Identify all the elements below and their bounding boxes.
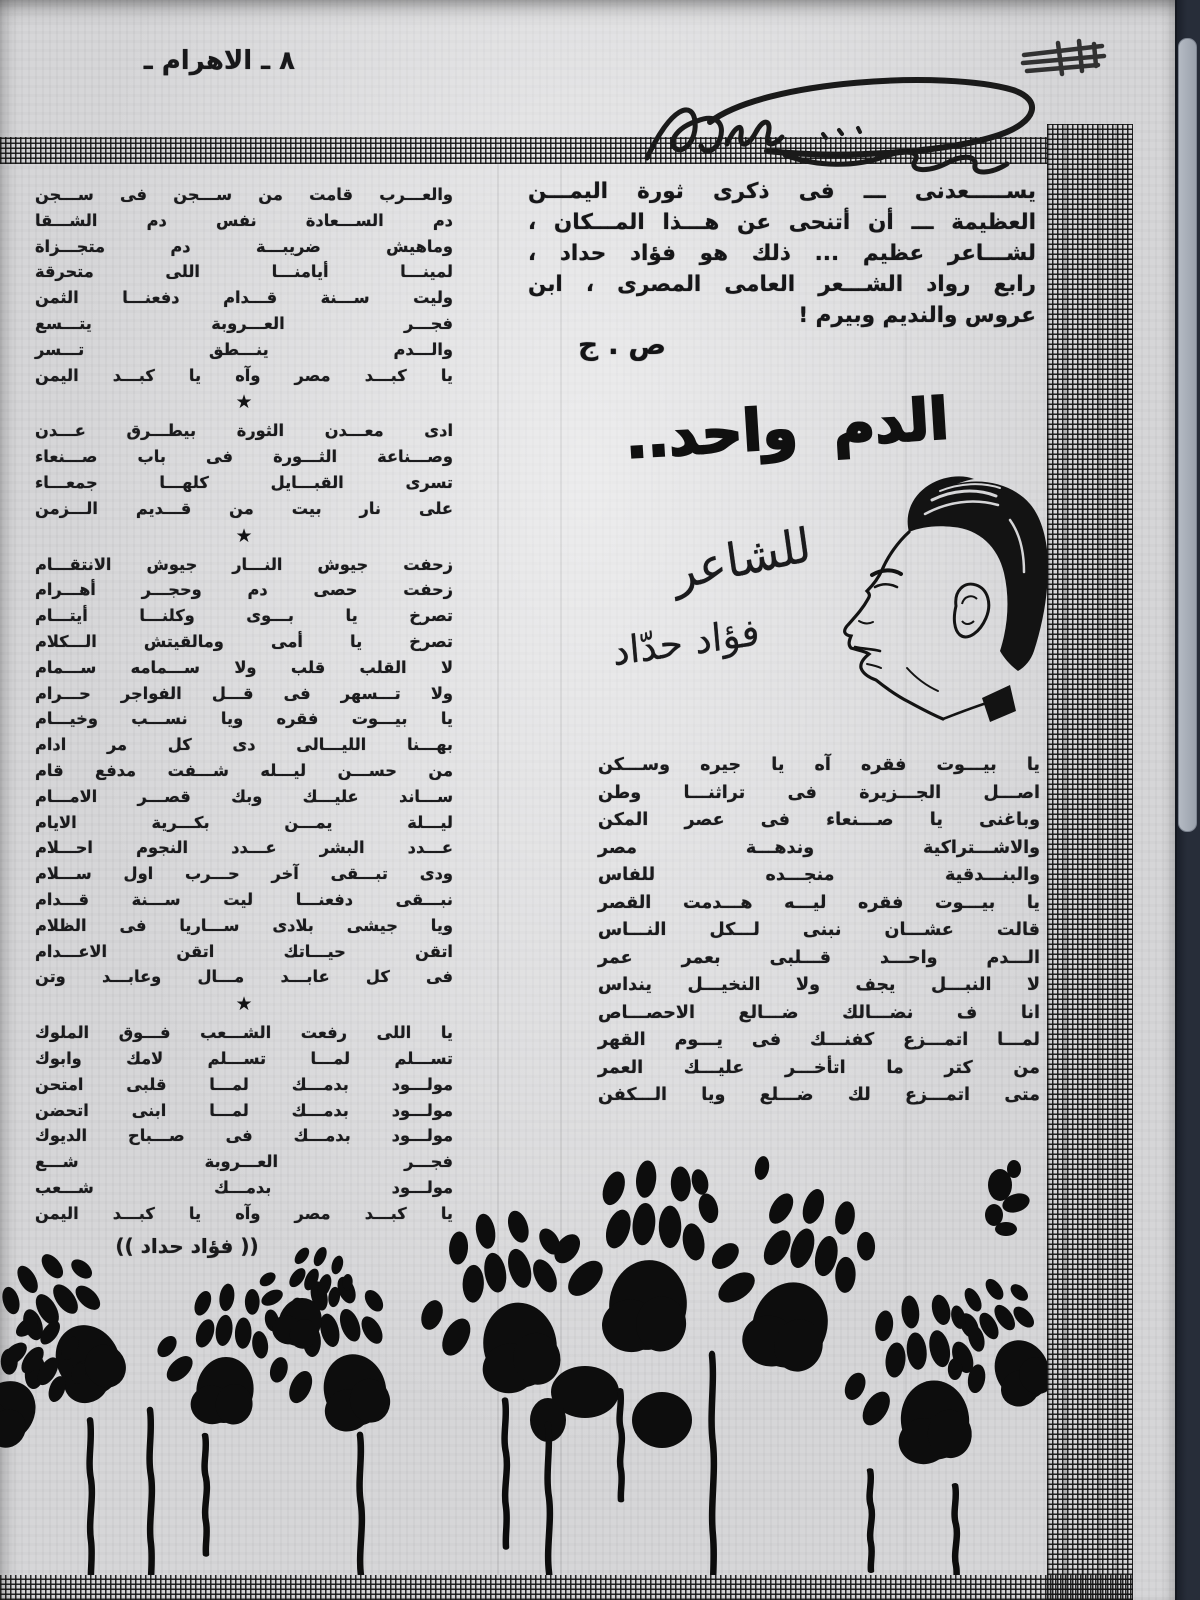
poem-stanza [35,418,453,521]
poem-line: من حســـن ليـــله شـــفت مدفع قام [35,760,453,780]
poem-line: فجـــر العـــروبة شـــع [35,1152,453,1172]
poem-line: وصـــناعة الثـــورة فى باب صـــنعاء [35,447,453,467]
poem-line: من كتر ما اتأخـــر عليـــك العمر [598,1057,1040,1078]
poem-line: مولـــود بدمـــك لمـــا قلبى امتحن [35,1074,453,1094]
poem-stanza [35,552,453,991]
poem-stanza [35,182,453,388]
poem-line: زحفت جيوش النـــار جيوش الانتقـــام [35,554,453,574]
poem-line: وليت ســـنة قـــدام دفعنـــا الثمن [35,288,453,308]
poem-line: ولا تـــسهر فى قـــل الفواجر حـــرام [35,683,453,703]
editor-signature-flourish [615,62,1050,192]
dedication-label: للشاعر [669,517,815,602]
masthead-page-label: ٨ ـ الاهرام ـ [143,46,295,76]
article-title-calligraphy: الدم واحد.. [623,386,951,472]
poem-line: بهـــنا الليـــالى دى كل مر ادام [35,735,453,755]
poem-line: متى اتمـــزع لك ضـــلع ويا الـــكفن [598,1085,1040,1105]
poem-line: انا ف نضـــالك ضـــالع الاحصـــاص [598,1002,1040,1023]
left-poem-column [35,182,453,1226]
poem-line: لمينـــا أيامنـــا اللى متحرقة [35,262,453,282]
poem-line: ليـــلة يمـــن بكـــرية الايام [35,812,453,832]
poem-line: يا كبـــد مصر وآه يا كبـــد اليمن [35,1203,453,1223]
scratched-out-number [1018,36,1114,86]
intro-line: يســـــعدنى ـــ فى ذكرى ثورة اليمـــن [528,179,1036,204]
poem-line: يا بيـــوت فقره ليـــه هـــدمت القصر [598,892,1040,913]
poem-line: فى كل عابـــد مـــال وعابـــد وتن [35,967,453,987]
poem-line: والـــدم ينـــطق تـــسر [35,339,453,359]
poem-line: تســـلم لمـــا تســـلم لامك وابوك [35,1048,453,1068]
poem-line: تصرخ يا أمى ومالقيتش الـــكلام [35,631,453,651]
poem-line: مولـــود بدمـــك لمـــا ابنى اتحضن [35,1100,453,1120]
poem-line: تسرى القبـــايل كلهـــا جمعـــاء [35,472,453,492]
poem-line: ودى تبـــقى آخر حـــرب اول ســـلام [35,864,453,884]
intro-paragraph [528,176,1036,331]
poem-line: والعـــرب قامت من ســـجن فى ســـجن [35,185,453,204]
intro-line: العظيمة ـــ أن أتنحى عن هـــذا المـــكان ، [528,210,1036,235]
poem-line: على نار بيت من قـــديم الـــزمن [35,498,453,518]
poem-line: اتقن حيـــاتك اتقن الاعـــدام [35,941,453,961]
poem-line: يا بيـــوت فقره آه يا جيره وســـكن [598,755,1040,775]
poet-name-label: فؤاد حدّاد [610,609,762,675]
poem-line: دم الســـعادة نفس دم الشـــقا [35,210,453,230]
star-separator: ★ [235,524,253,547]
poet-signature: (( فؤاد حداد )) [115,1234,259,1258]
crosshatch-border-bottom [0,1575,1133,1600]
poem-line: لا النبـــل يجف ولا النخيـــل ينداس [598,975,1040,995]
scrollbar-thumb[interactable] [1178,38,1197,832]
editor-initials: ص . ج [578,328,666,361]
poem-line: نبـــقى دفعنـــا ليت ســـنة قـــدام [35,889,453,909]
poet-portrait-illustration [812,458,1050,734]
poem-line: اصـــل الجـــزيرة فى تراثنـــا وطن [598,782,1040,803]
poem-line: يا كبـــد مصر وآه يا كبـــد اليمن [35,365,453,385]
poem-line: ســـاند عليـــك وبك قصـــر الامـــام [35,786,453,806]
poem-line: تصرخ يا بـــوى وكلنـــا أيتـــام [35,606,453,626]
poem-line: لا القلب قلب ولا ســـمامه ســـمام [35,657,453,677]
poem-line: مولـــود بدمـــك شـــعب [35,1177,453,1197]
intro-line: لشـــاعر عظيم ... ذلك هو فؤاد حداد ، [528,241,1036,266]
poem-line: زحفت حصى دم وحجـــر أهـــرام [35,580,453,600]
poem-line: والبنـــدقية منجـــده للفاس [598,865,1040,885]
ink-blot [985,1160,1032,1236]
poem-line: قالت عشـــان نبنى لـــكل النـــاس [598,920,1040,940]
star-separator: ★ [235,391,253,414]
poem-line: يا بيـــوت فقره ويا نســـب وخيـــام [35,709,453,729]
star-separator: ★ [235,993,253,1016]
poem-line: يا اللى رفعت الشـــعب فـــوق الملوك [35,1023,453,1043]
poem-line: ادى معـــدن الثورة بيطـــرق عـــدن [35,421,453,441]
crosshatch-border-right [1047,124,1133,1600]
poem-line: مولـــود بدمـــك فى صـــباح الديوك [35,1126,453,1146]
poem-line: عـــدد البشر عـــدد النجوم احـــلام [35,838,453,858]
right-poem-column [598,752,1040,1110]
intro-line: عروس والنديم وبيرم ! [798,303,1036,328]
handprints-artwork [0,1090,1047,1575]
poem-line: وباغنى يا صـــنعاء فى عصر المكن [598,810,1040,830]
intro-line: رابع رواد الشـــعر العامى المصرى ، ابن [528,272,1036,297]
poem-line: لمـــا اتمـــزع كفنـــك فى يـــوم القهر [598,1030,1040,1050]
poem-line: وماهيش ضريبـــة دم متجـــزاة [35,236,453,256]
poem-line: ويا جيشى بلادى ســـاريا فى الظلام [35,915,453,935]
poem-line: الـــدم واحـــد قـــلبى بعمر عمر [598,947,1040,968]
poem-line: والاشـــتراكية وندهـــة مصر [598,837,1040,858]
poem-line: فجـــر العـــروبة يتـــسع [35,313,453,333]
